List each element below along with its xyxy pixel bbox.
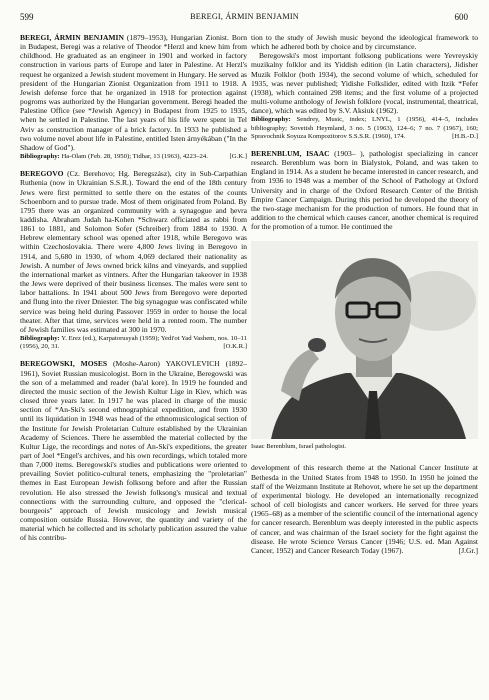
entry-headword: BERENBLUM, ISAAC [251, 149, 330, 159]
entry-headword: BEREGI, ÁRMIN BENJAMIN [20, 33, 124, 42]
entry-body: (1879–1953), Hungarian Zionist. Born in Budapest, Beregi was a relative of Theodor *Herzl and knew him from childhood. He graduated as an engineer in 1901 and worked in factory construction in various parts of Europe and later in Palestine. At Herzl's request he organized a Jewish student movement in Hungary. He served as president of the Hungarian Zionist Organization from 1911 to 1918. A Jewish defense force that he organized in 1918 for protection against pogroms was authorized by the Hungarian government. Beregi headed the Palestine Office (see *Jewish Agency) in Budapest from 1925 to 1935, when he settled in Palestine. The last years of his life were spent in Tel Aviv as construction manager of a brick factory. In 1933 he published a two volume novel about life in Palestine, entitled Isten árnyékában ("In the Shadow of God"). [20, 33, 247, 152]
entry-headword: BEREGOVO [20, 169, 64, 179]
page-number-right: 600 [454, 12, 468, 22]
author-initials: [J.Gr.] [458, 545, 478, 555]
entry-beregovo [20, 169, 247, 351]
entry-body-continued [251, 463, 478, 555]
entry-beregowski-continued [251, 33, 478, 141]
page-number-left: 599 [20, 12, 34, 22]
entry-body: (Cz. Berehovo; Hg. Beregszász), city in Sub-Carpathian Ruthenia (now in Ukrainian S.S.R.). Toward the end of the 18th century Jews were first permitted to settle there on the estates of the counts Schoenborn and to pursue trade. Most of them originated from Poland. By 1795 there was an organized community with a synagogue and ḥevra kaddisha. Abraham Judah ha-Kohen *Schwarz officiated as rabbi from 1861 to 1881, and Solomon Sofer (Schreiber) from 1884 to 1930. A Hebrew elementary school was opened after 1918, while Beregovo was within Czechoslovakia. There were 4,800 Jews living in Beregovo in 1914, and 5,680 in 1930, of whom 4,069 declared their nationality as Jewish. A number of Jews owned brick kilns and vineyards, and supplied the international market as vintners. After the Hungarian takeover in 1938 the Jews were deprived of their business licenses. The males were sent to labor battalions. In 1941 about 500 Jews from Beregovo were deported and flung into the river Dniester. The big synagogue was confiscated while service was being held during Passover 1959 in order to house the local theater. After that time, services were held in a rented room. The number of Jewish families was estimated at 300 in 1970. [20, 169, 247, 334]
entry-headword: BEREGOWSKI, MOSES [20, 359, 108, 369]
bibliography [20, 153, 247, 161]
entry-body: (Moshe-Aaron) YAKOVLEVICH (1892–1961), Soviet Russian musicologist. Born in the Ukraine, Beregowski was the son of a melammed and reader (ba'al kore). In 1919 he founded and directed the music section of the Jewish Kultur Lige in Kiev, which was closed three years later. In 1917 he was placed in charge of the music section of *An-Ski's second ethnographical expedition, and from 1930 until its liquidation in 1948 was head of the ethnomusicological section of the Institute for Jewish Proletarian Culture established by the Ukrainian Academy of Sciences. There he assembled the material collected by the Kultur Lige, the recordings and notes of An-Ski's expeditions, the greater part of Joel *Engel's archives, and his own recordings, which totaled more than 7,000 items. Beregowski's studies and publications were oriented to prevailing Soviet politico-cultural tenets, emphasizing the "proletarian" themes in East European Jewish folksong before and after the Russian revolution. He also stressed the Jewish folksong's musical and textual connections with the surrounding culture, and opposed the "clerical-bourgeois" approach of Jewish musicology and Jewish musical composition outside Russia. However, the quantity and variety of the material which he collected and its scholarly publication assured the value of his contribu- [20, 359, 247, 543]
entry-text [20, 169, 247, 334]
author-initials: [H.B.-D.] [452, 132, 478, 140]
left-column [20, 33, 247, 693]
entry-berenblum [251, 149, 478, 555]
photo-caption: Isaac Berenblum, Israel pathologist. [251, 443, 347, 451]
entry-beregi [20, 33, 247, 161]
bibliography-label: Bibliography: [20, 335, 60, 343]
portrait-image [251, 241, 478, 439]
bibliography [20, 335, 247, 351]
entry-body: (1903– ), pathologist specializing in cancer research. Berenblum was born in Bialystok, Poland, and was taken to England in 1914. As a student he became interested in cancer research, and from 1936 to 1948 was a member of the School of Pathology at Oxford University and in charge of the Oxford Research Center of the British Empire Cancer Campaign. During this period he developed the theory of the two-stage mechanism for the production of tumors. He found that in addition to the chemical which causes cancer, another chemical is required for the promotion of a tumor. He continued the [251, 149, 478, 232]
author-initials: [O.K.R.] [223, 343, 247, 351]
bibliography-text: Y. Erez (ed.), Karpatorusyah (1959); Yedi'ot Yad Vashem, nos. 10–11 (1956), 20, 31. [20, 335, 247, 351]
entry-text [251, 149, 478, 231]
entry-paragraph: Beregowski's most important folksong publications were Yevreyskiy muzikalny folklor and its Yiddish edition (in Latin characters), Jidisher Muzik Folklor (both 1934), the second volume of which, scheduled for 1935, was never published; Yidishe Folkslider, edited with Itzik *Fefer (1938), which contained 298 items; and the first volume of a projected multi-volume anthology of Jewish folklore (vocal, instrumental, theatrical, dance), which was edited by S.V. Aksiuk (1962). [251, 51, 478, 116]
author-initials: [G.K.] [229, 153, 247, 161]
entry-beregowski [20, 359, 247, 542]
bibliography-label: Bibliography: [20, 153, 60, 161]
bibliography-label: Bibliography: [251, 116, 291, 124]
running-title: BEREGI, ÁRMIN BENJAMIN [190, 12, 299, 21]
entry-text [20, 33, 247, 152]
bibliography [251, 116, 478, 141]
bibliography-text: Sendrey, Music, index; LNYL, 1 (1956), 414–5, includes bibliography; Sovetish Heymland, 3 no. 5 (1963), 124–6; 7 no. 7 (1967), 160; Spravochnik Soyuza Kompozitorov S.S.S.R. (1960), 174. [251, 116, 478, 140]
bibliography-text: Ha-Olam (Feb. 28, 1950); Tidhar, 13 (1963), 4223–24. [59, 153, 208, 161]
portrait-photo [251, 241, 478, 439]
entry-body: development of this research theme at the National Cancer Institute at Bethesda in the United States from 1948 to 1950. In 1950 he joined the staff of the Weizmann Institute at Rehovot, where he set up the department of experimental biology. He developed an internationally recognized school of cell biologists and cancer workers. He served for three years (1965–68) as a member of the scientific council of the international agency for cancer research. Berenblum was deeply interested in the public aspects of cancer, and was chairman of the Israel society for the fight against the disease. He wrote Science Versus Cancer (1946; U.S. ed. Man Against Cancer, 1952) and Cancer Research Today (1967). [251, 463, 478, 555]
right-column [251, 33, 478, 693]
entry-body-continued: tion to the study of Jewish music beyond the ideological framework to which he adhered both by choice and by circumstance. [251, 33, 478, 52]
entry-text [20, 359, 247, 542]
